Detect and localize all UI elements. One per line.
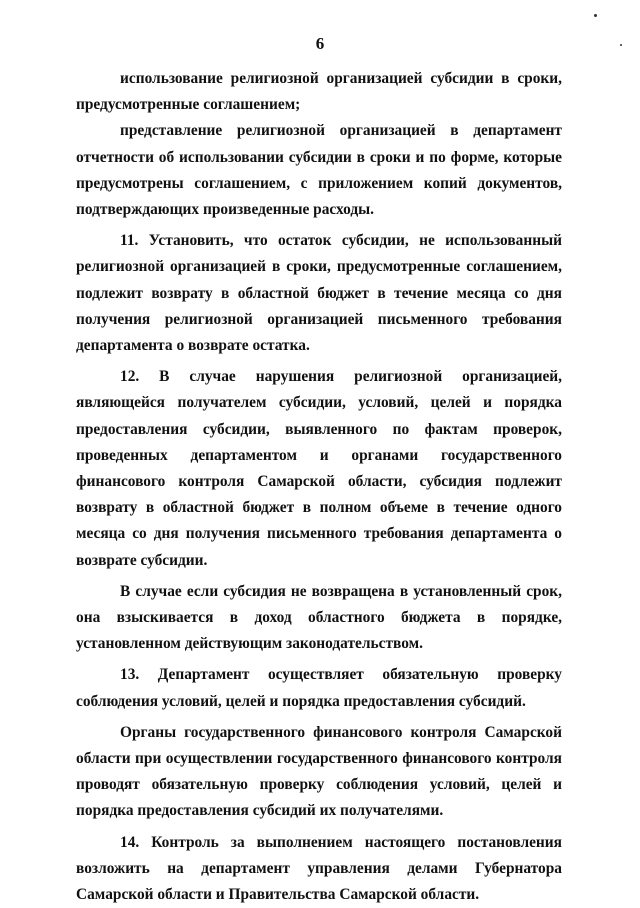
paragraph: Органы государственного финансового контроля Самарской области при осуществлении государственного финансового контроля проводят обязательную проверку соблюдения условий, целей и порядка предоставления субсидий их получателями. [76, 723, 562, 820]
paragraph: 14. Контроль за выполнением настоящего постановления возложить на департамент управления делами Губернатора Самарской области и Правительства Самарской области. [76, 833, 562, 904]
paragraph: В случае если субсидия не возвращена в установленный срок, она взыскивается в доход областного бюджета в порядке, установленном действующим законодательством. [76, 582, 562, 653]
paragraph: использование религиозной организацией субсидии в сроки, предусмотренные соглашением; [76, 70, 562, 114]
paragraph: 13. Департамент осуществляет обязательную проверку соблюдения условий, целей и порядка предоставления субсидий. [76, 666, 562, 710]
page-number: 6 [315, 34, 325, 53]
paragraph: 12. В случае нарушения религиозной организацией, являющейся получателем субсидии, условий, целей и порядка предоставления субсидии, выявленного по фактам проверок, проведенных департаментом и органами государственного финансового контроля Самарской области, субсидия подлежит возврату в областной бюджет в полном объеме в течение одного месяца со дня получения письменного требования департамента о возврате субсидии. [76, 368, 562, 569]
scan-artifact-dot [594, 14, 597, 17]
paragraph: 11. Установить, что остаток субсидии, не использованный религиозной организацией в сроки, предусмотренные соглашением, подлежит возврату в областной бюджет в течение месяца со дня получения религиозной организацией письменного требования департамента о возврате остатка. [76, 232, 562, 355]
document-body [76, 66, 562, 908]
paragraph: представление религиозной организацией в департамент отчетности об использовании субсидии в сроки и по форме, которые предусмотрены соглашением, с приложением копий документов, подтверждающих произведенные расходы. [76, 122, 562, 219]
